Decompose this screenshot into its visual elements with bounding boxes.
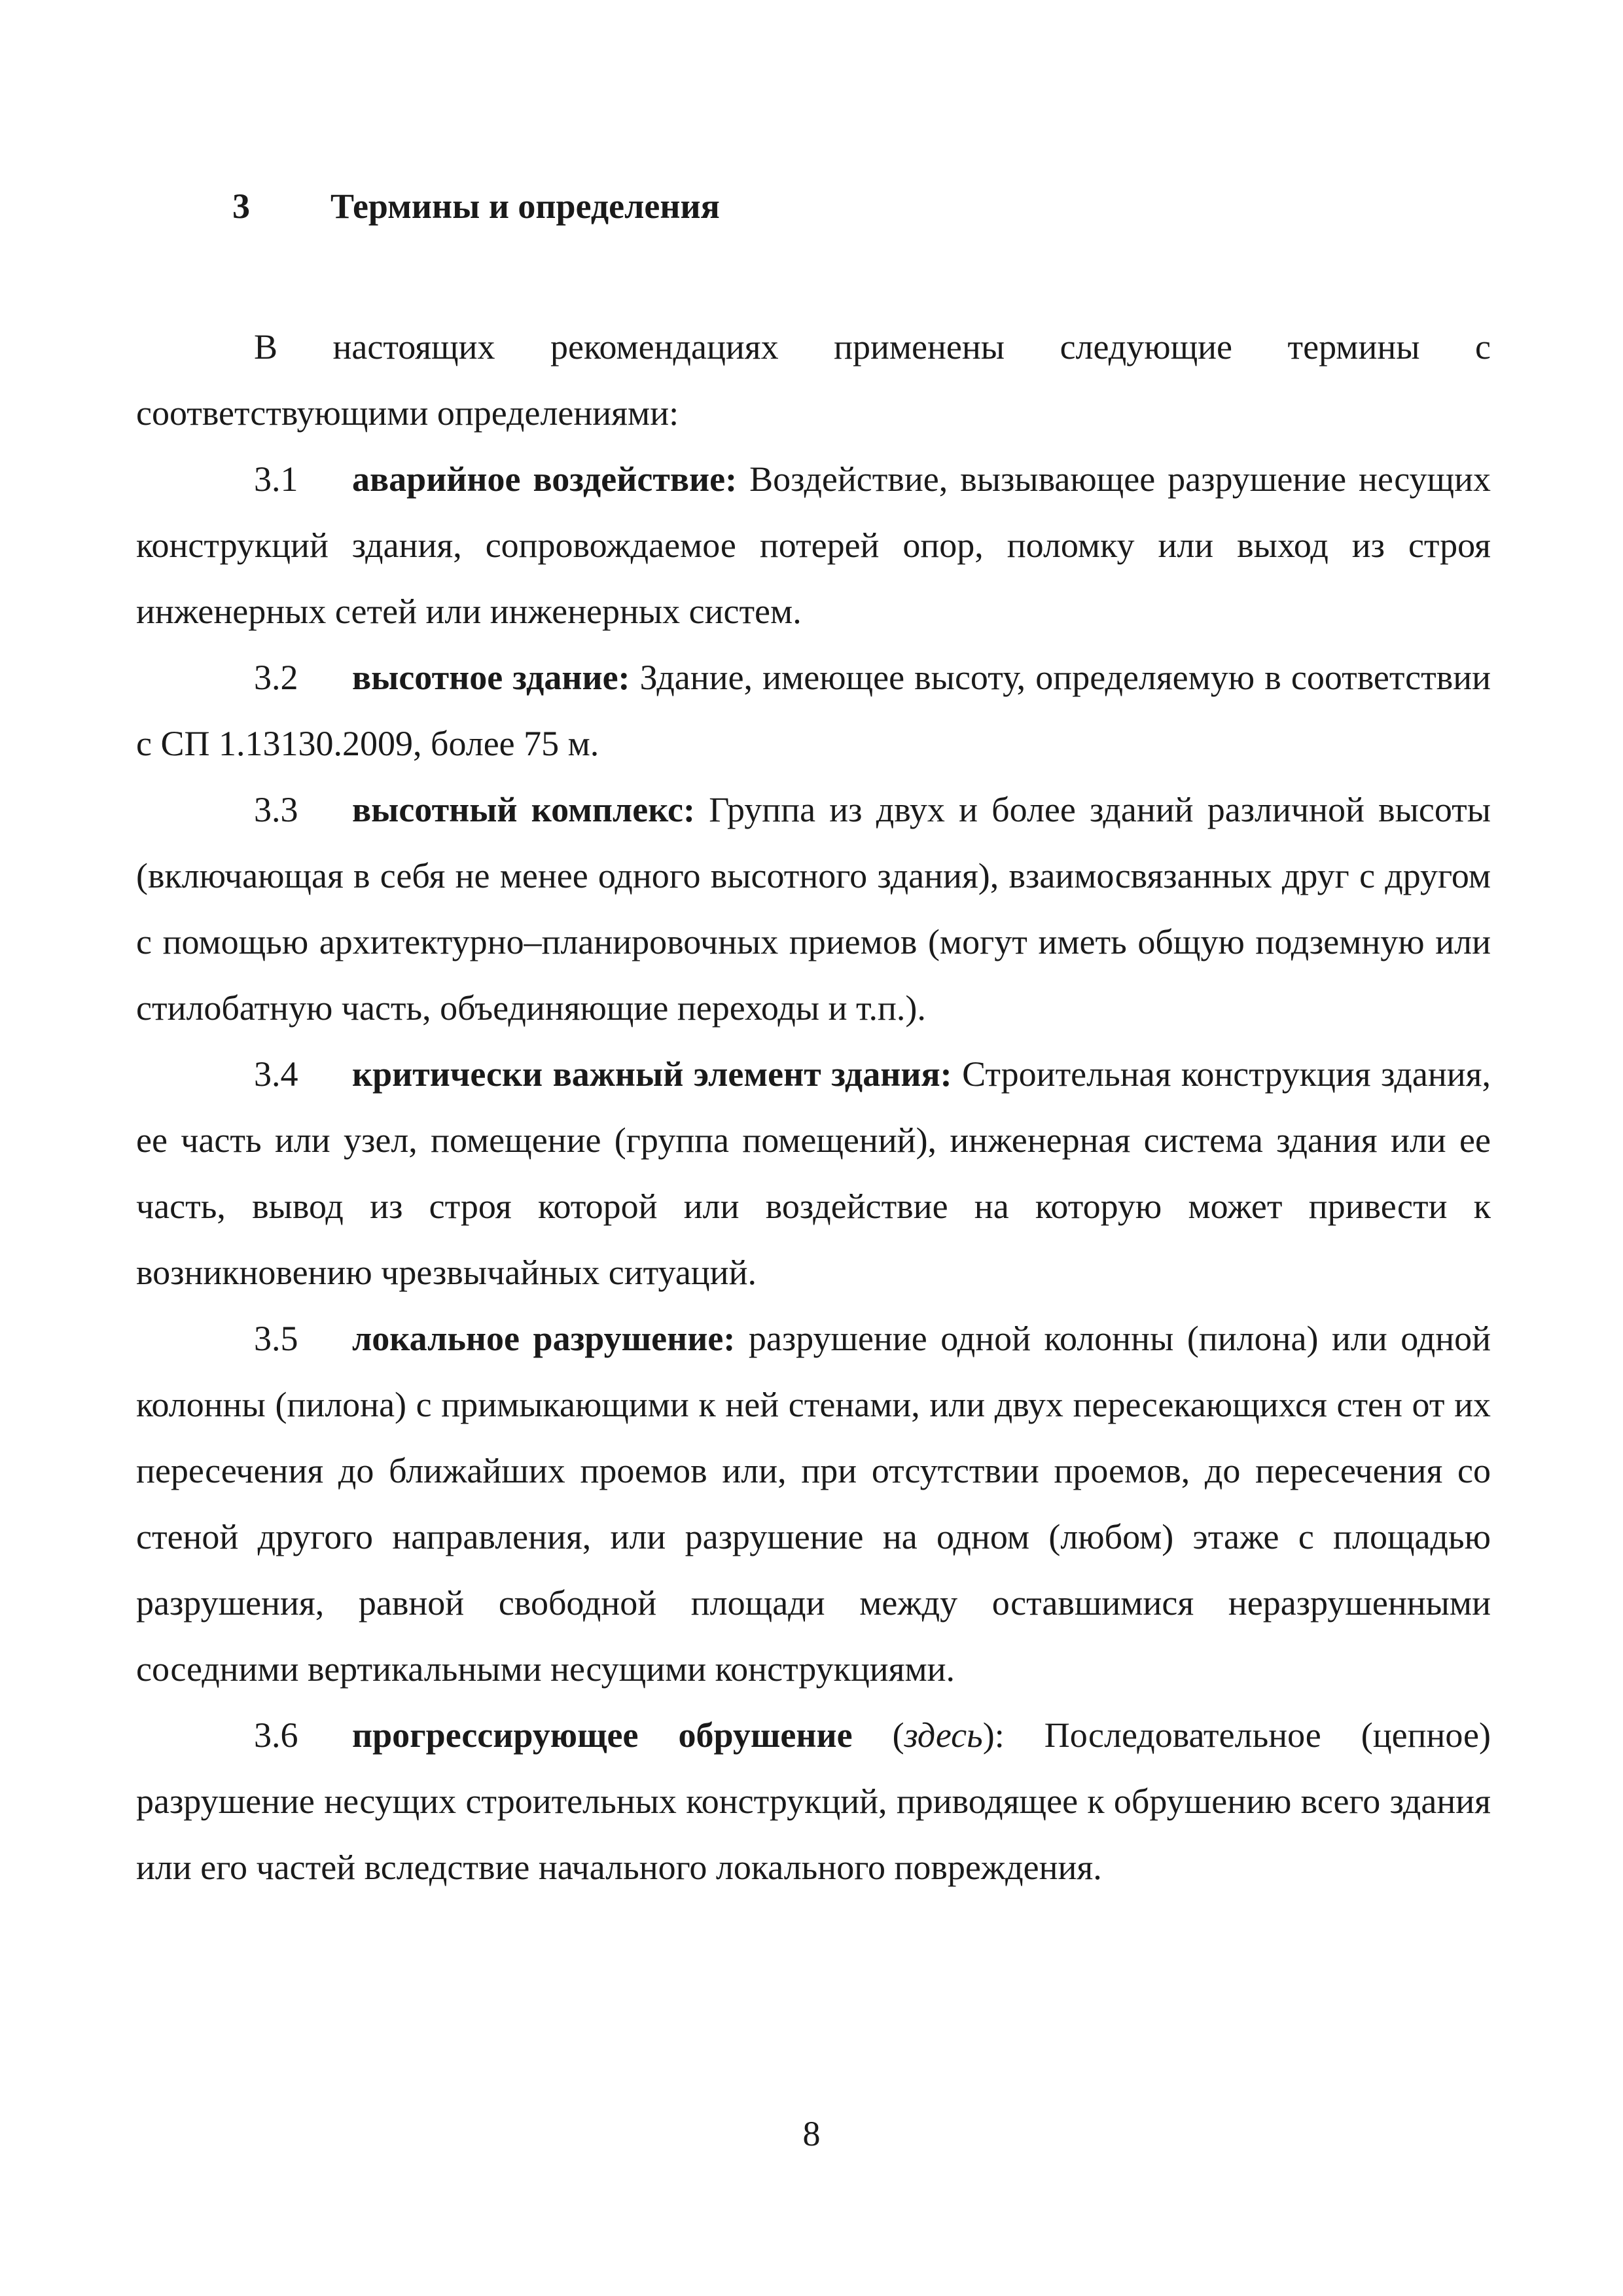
term-paragraph-3-4 xyxy=(136,1041,1491,1306)
term-definition: Здание, имеющее высоту, определяемую в соответствии с СП 1.13130.2009, более 75 м. xyxy=(136,658,1491,763)
term-definition: Воздействие, вызывающее разрушение несущих конструкций здания, сопровождаемое потерей опор, поломку или выход из строя инженерных сетей или инженерных систем. xyxy=(136,459,1491,631)
term-number: 3.3 xyxy=(254,790,298,829)
term-paragraph-3-2 xyxy=(136,645,1491,777)
term-qualifier-close: ): xyxy=(982,1715,1044,1755)
term-name: критически важный элемент здания: xyxy=(352,1054,952,1094)
section-title: Термины и определения xyxy=(330,187,720,226)
section-heading xyxy=(232,183,720,229)
term-number: 3.5 xyxy=(254,1319,298,1358)
term-definition: разрушение одной колонны (пилона) или одной колонны (пилона) с примыкающими к ней стенами, или двух пересекающихся стен от их пересечения до ближайших проемов или, при отсутствии проемов, до пересечения со стеной другого направления, или разрушение на одном (любом) этаже с площадью разрушения, равной свободной площади между оставшимися неразрушенными соседними вертикальными несущими конструкциями. xyxy=(136,1319,1491,1689)
term-paragraph-3-3 xyxy=(136,777,1491,1041)
intro-paragraph: В настоящих рекомендациях применены следующие термины с соответствующими определениями: xyxy=(136,327,1491,433)
term-qualifier: здесь xyxy=(904,1715,983,1755)
term-paragraph-3-5 xyxy=(136,1306,1491,1702)
term-definition: Строительная конструкция здания, ее часть или узел, помещение (группа помещений), инженерная система здания или ее часть, вывод из строя которой или воздействие на которую может привести к возникновению чрезвычайных ситуаций. xyxy=(136,1054,1491,1292)
term-name: локальное разрушение: xyxy=(352,1319,736,1358)
term-name: прогрессирующее обрушение xyxy=(352,1715,853,1755)
term-name: аварийное воздействие: xyxy=(352,459,738,499)
body-text xyxy=(136,314,1491,1901)
term-name: высотное здание: xyxy=(352,658,630,697)
term-definition: Последовательное (цепное) разрушение несущих строительных конструкций, приводящее к обрушению всего здания или его частей вследствие начального локального повреждения. xyxy=(136,1715,1491,1887)
term-paragraph-3-1 xyxy=(136,446,1491,645)
term-number: 3.4 xyxy=(254,1054,298,1094)
term-paragraph-3-6 xyxy=(136,1702,1491,1901)
page-number: 8 xyxy=(802,2114,821,2153)
term-name: высотный комплекс: xyxy=(352,790,695,829)
term-number: 3.2 xyxy=(254,658,298,697)
term-number: 3.1 xyxy=(254,459,298,499)
term-qualifier-open: ( xyxy=(852,1715,904,1755)
section-number: 3 xyxy=(232,187,250,226)
term-number: 3.6 xyxy=(254,1715,298,1755)
term-definition: Группа из двух и более зданий различной высоты (включающая в себя не менее одного высотного здания), взаимосвязанных друг с другом с помощью архитектурно–планировочных приемов (могут иметь общую подземную или стилобатную часть, объединяющие переходы и т.п.). xyxy=(136,790,1491,1028)
